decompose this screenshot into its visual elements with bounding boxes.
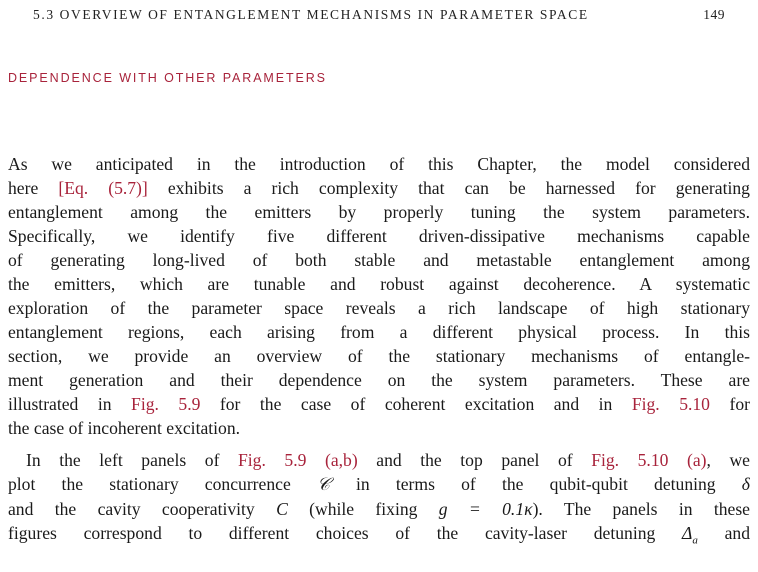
detuning-symbol: $\Delta_a$	[682, 523, 698, 547]
text-line: ment generation and their dependence on the system parameters. These are	[8, 370, 750, 390]
text-line: here [Eq. (5.7)] exhibits a rich complexity that can be harnessed for generating	[8, 178, 750, 198]
text-line: As we anticipated in the introduction of this Chapter, the model considered	[8, 154, 750, 174]
text-line: entanglement regions, each arising from a different physical process. In this	[8, 322, 750, 342]
text-line: exploration of the parameter space reveals a rich landscape of high stationary	[8, 298, 750, 318]
cooperativity-symbol: C	[276, 499, 288, 519]
text-line: section, we provide an overview of the stationary mechanisms of entangle-	[8, 346, 750, 366]
text-line: Specifically, we identify five different driven-dissipative mechanisms capable	[8, 226, 750, 246]
paragraph-1	[8, 152, 750, 440]
figure-link[interactable]: Fig. 5.10 (a)	[591, 450, 707, 470]
text-line: In the left panels of Fig. 5.9 (a,b) and the top panel of Fig. 5.10 (a), we	[26, 450, 750, 470]
paragraph-2	[8, 448, 750, 553]
text-line: entanglement among the emitters by properly tuning the system parameters.	[8, 202, 750, 222]
text-line: figures correspond to different choices of the cavity-laser detuning $\Delta_a$ and	[8, 523, 750, 547]
delta-symbol: δ	[741, 474, 750, 494]
figure-link[interactable]: Fig. 5.9 (a,b)	[238, 450, 358, 470]
text-line: the case of incoherent excitation.	[8, 418, 241, 438]
figure-link[interactable]: Fig. 5.10	[631, 394, 710, 414]
running-header	[33, 7, 725, 29]
equation-link[interactable]: [Eq. (5.7)]	[58, 178, 148, 198]
text-line: and the cavity cooperativity C (while fixing g = 0.1κ). The panels in these	[8, 499, 750, 519]
page-number: 149	[703, 7, 725, 22]
text-line: plot the stationary concurrence 𝒞 in terms of the qubit-qubit detuning δ	[8, 474, 750, 495]
concurrence-symbol: 𝒞	[316, 475, 330, 495]
section-title: 5.3 OVERVIEW OF ENTANGLEMENT MECHANISMS IN PARAMETER SPACE	[33, 7, 589, 22]
text-line: the emitters, which are tunable and robust against decoherence. A systematic	[8, 274, 750, 294]
text-line: illustrated in Fig. 5.9 for the case of coherent excitation and in Fig. 5.10 for	[8, 394, 750, 414]
figure-link[interactable]: Fig. 5.9	[131, 394, 201, 414]
text-line: of generating long-lived of both stable and metastable entanglement among	[8, 250, 750, 270]
coupling-expression: g = 0.1κ	[438, 499, 533, 519]
subsection-heading: DEPENDENCE WITH OTHER PARAMETERS	[8, 71, 327, 85]
